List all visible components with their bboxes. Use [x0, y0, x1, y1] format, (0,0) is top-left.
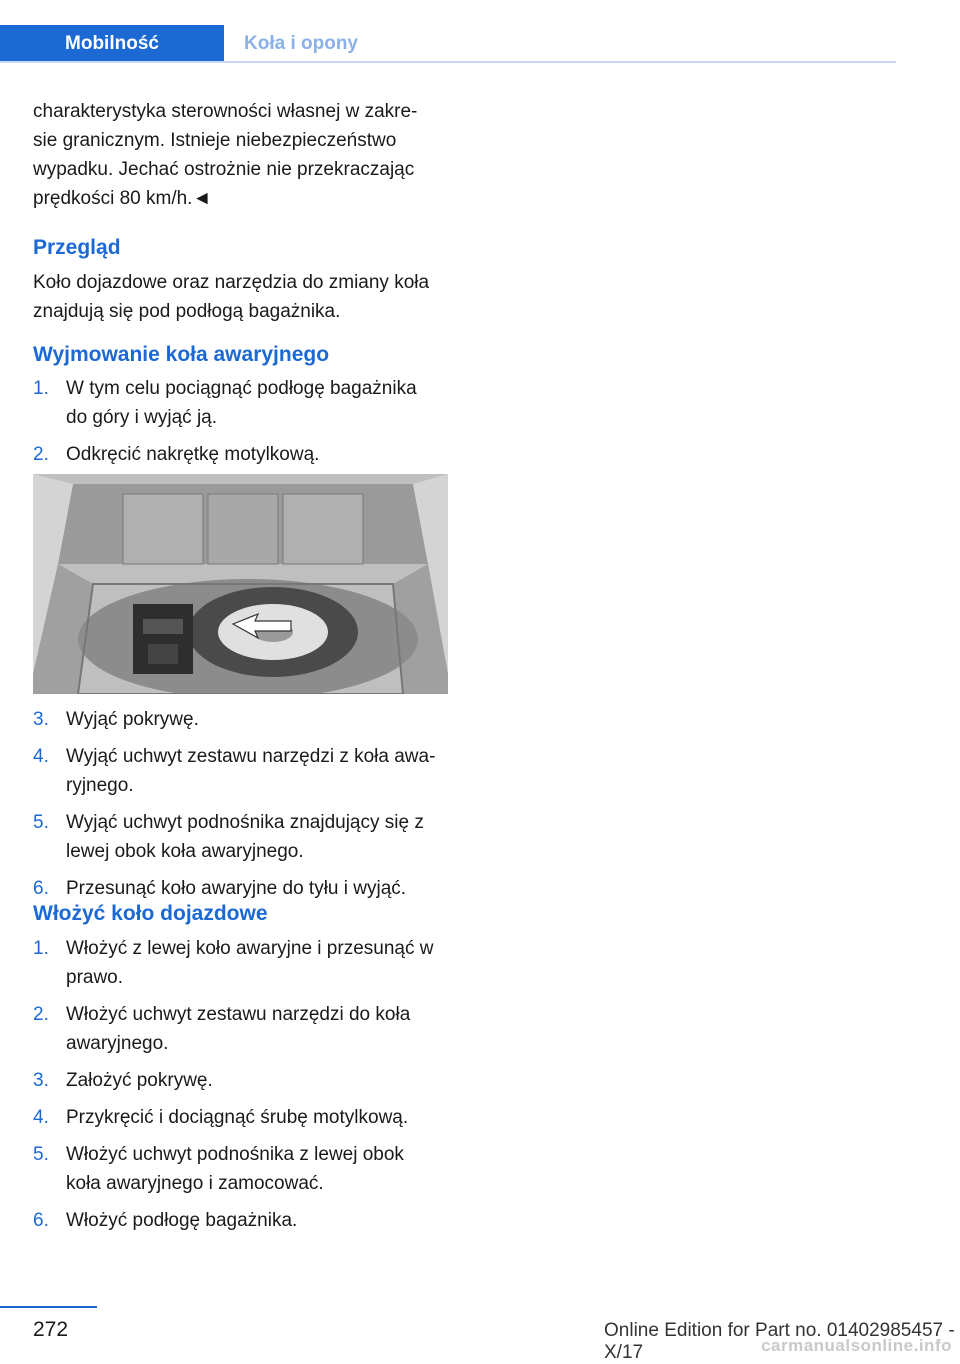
- step-line: awaryjnego.: [66, 1033, 169, 1054]
- watermark: carmanualsonline.info: [761, 1336, 952, 1355]
- step-number: 6.: [33, 878, 49, 899]
- list-item: [33, 705, 453, 734]
- step-number: 2.: [33, 1004, 49, 1025]
- list-item: [33, 1206, 453, 1235]
- step-line: Wyjąć uchwyt podnośnika znajdujący się z: [66, 812, 424, 833]
- list-item: [33, 742, 453, 800]
- heading-overview: Przegląd: [33, 236, 121, 259]
- step-number: 3.: [33, 1070, 49, 1091]
- step-number: 4.: [33, 746, 49, 767]
- footer-divider: [0, 1306, 97, 1308]
- list-item: [33, 1140, 453, 1198]
- page-number: 272: [33, 1318, 69, 1341]
- step-line: Przesunąć koło awaryjne do tyłu i wyjąć.: [66, 878, 407, 899]
- overview-paragraph: [33, 268, 453, 326]
- step-number: 5.: [33, 1144, 49, 1165]
- list-item: [33, 808, 453, 866]
- list-item: [33, 1000, 453, 1058]
- step-number: 6.: [33, 1210, 49, 1231]
- intro-line: wypadku. Jechać ostrożnie nie przekraczając: [33, 159, 415, 180]
- step-line: Wyjąć pokrywę.: [66, 709, 199, 730]
- step-line: W tym celu pociągnąć podłogę bagażnika: [66, 378, 417, 399]
- intro-paragraph: [33, 97, 453, 213]
- list-item: [33, 440, 453, 469]
- step-number: 5.: [33, 812, 49, 833]
- step-number: 1.: [33, 938, 49, 959]
- overview-line: znajdują się pod podłogą bagażnika.: [33, 301, 341, 322]
- insertion-steps: [33, 934, 453, 1243]
- intro-line: prędkości 80 km/h.◄: [33, 188, 212, 209]
- header-divider: [0, 61, 896, 63]
- list-item: [33, 374, 453, 432]
- step-line: do góry i wyjąć ją.: [66, 407, 218, 428]
- removal-steps-b: [33, 705, 453, 911]
- list-item: [33, 1066, 453, 1095]
- step-line: prawo.: [66, 967, 124, 988]
- list-item: [33, 934, 453, 992]
- intro-line: charakterystyka sterowności własnej w zakre‐: [33, 101, 418, 122]
- removal-steps-a: [33, 374, 453, 477]
- intro-line: sie granicznym. Istnieje niebezpieczeństwo: [33, 130, 397, 151]
- step-number: 3.: [33, 709, 49, 730]
- heading-insertion: Włożyć koło dojazdowe: [33, 902, 268, 925]
- step-number: 4.: [33, 1107, 49, 1128]
- edition-text: Online Edition for Part no. 01402985457 - X/17: [604, 1320, 955, 1363]
- step-line: lewej obok koła awaryjnego.: [66, 841, 304, 862]
- step-line: Założyć pokrywę.: [66, 1070, 213, 1091]
- list-item: [33, 874, 453, 903]
- step-line: Przykręcić i dociągnąć śrubę motylkową.: [66, 1107, 409, 1128]
- list-item: [33, 1103, 453, 1132]
- tab-kola-i-opony[interactable]: Koła i opony: [244, 33, 358, 54]
- step-line: Włożyć uchwyt podnośnika z lewej obok: [66, 1144, 404, 1165]
- step-line: Wyjąć uchwyt zestawu narzędzi z koła awa‐: [66, 746, 436, 767]
- step-line: Włożyć uchwyt zestawu narzędzi do koła: [66, 1004, 411, 1025]
- step-number: 1.: [33, 378, 49, 399]
- tab-mobilnosc[interactable]: Mobilność: [0, 25, 224, 62]
- overview-line: Koło dojazdowe oraz narzędzia do zmiany koła: [33, 272, 430, 293]
- step-number: 2.: [33, 444, 49, 465]
- step-line: Włożyć z lewej koło awaryjne i przesunąć w: [66, 938, 434, 959]
- trunk-spare-wheel-photo: [33, 474, 448, 694]
- step-line: ryjnego.: [66, 775, 134, 796]
- step-line: koła awaryjnego i zamocować.: [66, 1173, 324, 1194]
- heading-removal: Wyjmowanie koła awaryjnego: [33, 343, 330, 366]
- step-line: Odkręcić nakrętkę motylkową.: [66, 444, 320, 465]
- step-line: Włożyć podłogę bagażnika.: [66, 1210, 298, 1231]
